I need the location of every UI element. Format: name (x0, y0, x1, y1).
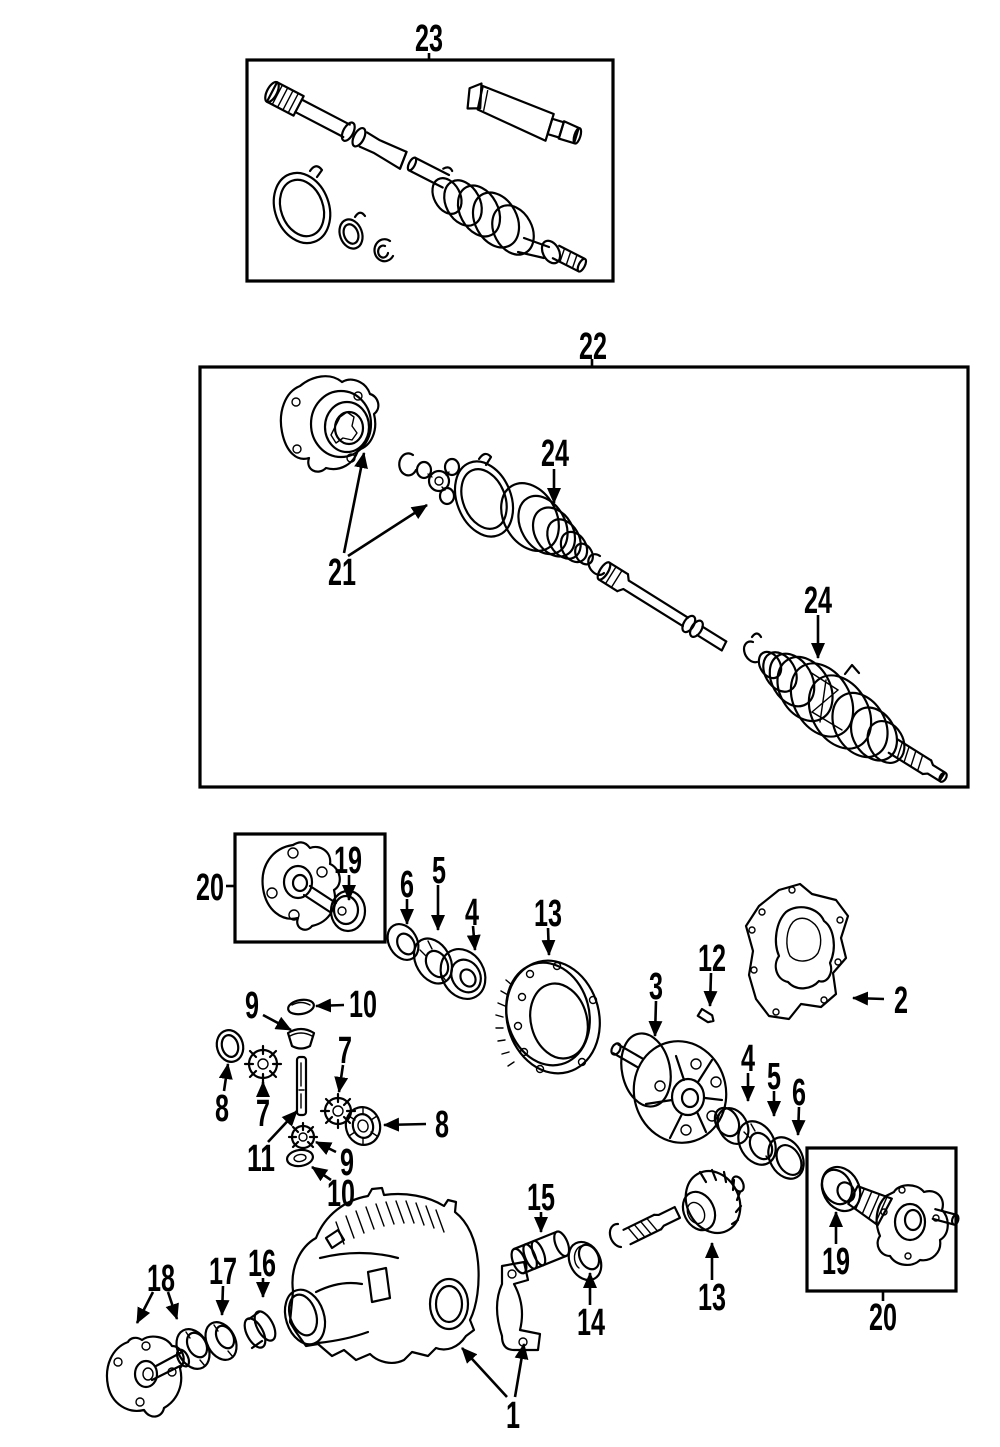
boot-clamp-large-22-drawing (444, 453, 523, 546)
part-label-6: 6 (792, 1072, 806, 1114)
part-label-19: 19 (822, 1241, 850, 1283)
spacer-16-drawing (240, 1308, 279, 1351)
axle-shaft-drawing (262, 80, 409, 171)
part-label-13: 13 (534, 893, 562, 935)
part-label-8: 8 (215, 1088, 229, 1130)
leader-for-part-21 (348, 505, 427, 556)
part-label-5: 5 (767, 1056, 781, 1098)
callout-leaders-layer (137, 53, 884, 1397)
side-gear-9b-drawing (289, 1123, 317, 1148)
boot-clamp-small-drawing (336, 213, 367, 252)
part-label-24: 24 (804, 580, 832, 622)
spacer-collar-15-drawing (509, 1229, 573, 1275)
part-label-16: 16 (248, 1243, 276, 1285)
snap-ring-22-drawing (399, 453, 416, 475)
part-label-13: 13 (698, 1277, 726, 1319)
kit-box-22 (200, 367, 968, 787)
diff-case-3-drawing (610, 1029, 736, 1152)
leader-for-part-1 (462, 1348, 507, 1397)
part-label-4: 4 (741, 1038, 755, 1080)
part-label-8: 8 (435, 1104, 449, 1146)
part-label-18: 18 (147, 1258, 175, 1300)
boot-ring-22-drawing (588, 554, 604, 575)
thrust-cap-9a-drawing (288, 1029, 314, 1049)
axle-shaft-22-drawing (595, 560, 729, 654)
part-label-20: 20 (869, 1297, 897, 1339)
bearing-17-drawing (199, 1317, 243, 1365)
boot-clamp-large-drawing (264, 165, 339, 251)
leader-for-part-9 (316, 1142, 336, 1152)
part-label-15: 15 (527, 1177, 555, 1219)
leader-for-part-2 (853, 998, 884, 999)
part-label-9: 9 (340, 1142, 354, 1184)
companion-flange-18-drawing (107, 1337, 191, 1417)
straight-pin-12-drawing (698, 1009, 716, 1024)
snap-ring-small-drawing (375, 239, 393, 261)
cv-boot-23-drawing (406, 151, 588, 273)
part-label-2: 2 (894, 980, 908, 1022)
tripod-spider-drawing (417, 459, 459, 504)
retainer-cover-2-drawing (746, 884, 848, 1019)
leader-for-part-9 (263, 1015, 291, 1030)
leader-for-part-1 (515, 1344, 524, 1397)
part-label-7: 7 (338, 1030, 352, 1072)
part-label-21: 21 (328, 552, 356, 594)
part-label-17: 17 (209, 1251, 237, 1293)
thrust-washer-10b-drawing (286, 1148, 314, 1167)
ring-gear-13-drawing (494, 950, 612, 1084)
callout-labels-layer (147, 18, 908, 1437)
pinion-gear-7b-drawing (321, 1094, 355, 1128)
part-label-3: 3 (649, 966, 663, 1008)
part-label-7: 7 (256, 1093, 270, 1135)
part-label-4: 4 (465, 892, 479, 934)
race-4a-drawing (432, 941, 494, 1007)
part-label-9: 9 (245, 985, 259, 1027)
part-label-6: 6 (400, 864, 414, 906)
part-label-19: 19 (334, 840, 362, 882)
part-label-11: 11 (247, 1138, 275, 1180)
kit-boxes-layer (200, 60, 968, 1291)
leader-for-part-10 (316, 1005, 344, 1006)
drive-pinion-13-drawing (623, 1162, 750, 1244)
part-label-24: 24 (541, 433, 569, 475)
part-label-10: 10 (349, 984, 377, 1026)
bearing-14-drawing (562, 1236, 607, 1285)
washer-8a-drawing (213, 1027, 246, 1065)
part-label-22: 22 (579, 326, 607, 368)
part-label-20: 20 (196, 867, 224, 909)
carrier-housing-1-drawing (278, 1188, 478, 1363)
part-label-1: 1 (506, 1395, 520, 1437)
grease-tube-drawing (461, 81, 586, 151)
part-label-5: 5 (432, 850, 446, 892)
outer-cv-joint-24b-drawing (754, 646, 949, 786)
fork-yoke-drawing (497, 1262, 540, 1350)
snap-ring-14-drawing (610, 1224, 621, 1247)
part-label-10: 10 (327, 1173, 355, 1215)
part-label-12: 12 (698, 938, 726, 980)
leader-for-part-21 (344, 453, 364, 553)
pinion-gear-7a-drawing (245, 1046, 281, 1082)
pinion-shaft-11-drawing (297, 1057, 306, 1115)
part-label-23: 23 (415, 18, 443, 60)
race-4b-drawing (710, 1103, 755, 1150)
lock-plate-10a-drawing (287, 998, 315, 1016)
leader-for-part-8 (224, 1064, 228, 1091)
part-label-14: 14 (577, 1302, 605, 1344)
cv-boot-24a-drawing (489, 473, 596, 568)
leader-for-part-8 (384, 1124, 426, 1125)
